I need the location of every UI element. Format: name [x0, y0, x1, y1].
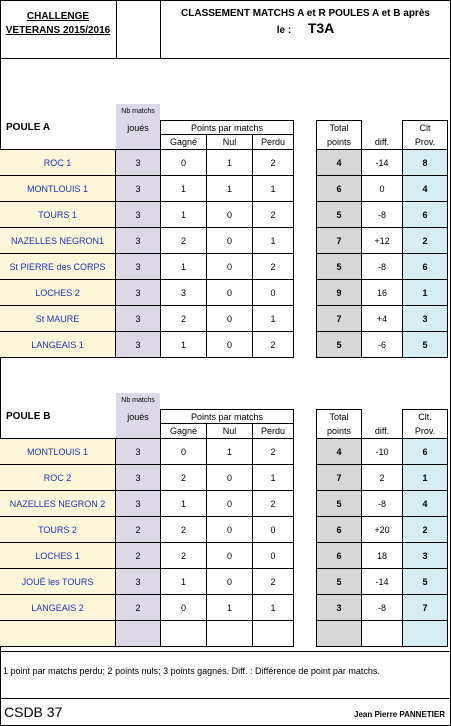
perdu-header: Perdu — [252, 423, 294, 438]
classement-le: le : — [276, 25, 292, 36]
perdu-cell — [252, 620, 294, 646]
nul-cell: 0 — [206, 305, 252, 331]
gagne-cell: 1 — [160, 490, 206, 516]
nb-matchs-header: Nb matchs — [121, 107, 155, 115]
joues-cell: 2 — [116, 516, 160, 542]
poule-table-bottom-line — [0, 646, 294, 647]
gagne-header: Gagné — [160, 423, 206, 438]
diff-cell: -10 — [362, 438, 402, 464]
perdu-header: Perdu — [252, 134, 294, 149]
nul-cell: 0 — [206, 331, 252, 357]
perdu-cell: 1 — [252, 227, 294, 253]
nul-header: Nul — [206, 134, 252, 149]
gagne-cell: 3 — [160, 279, 206, 305]
total-points-cell: 7 — [316, 305, 362, 331]
joues-cell: 3 — [116, 331, 160, 357]
classement-title-line1: CLASSEMENT MATCHS A et R POULES A et B après — [181, 8, 430, 19]
total-points-cell: 5 — [316, 331, 362, 357]
prov-header: Prov. — [402, 134, 448, 149]
challenge-title-line2: VETERANS 2015/2016 — [5, 25, 111, 36]
perdu-cell: 1 — [252, 464, 294, 490]
gagne-cell: 0 — [160, 149, 206, 175]
clt-prov-cell: 4 — [402, 490, 448, 516]
nul-header: Nul — [206, 423, 252, 438]
nul-cell: 0 — [206, 253, 252, 279]
gagne-header: Gagné — [160, 134, 206, 149]
joues-cell: 2 — [116, 542, 160, 568]
joues-cell: 3 — [116, 175, 160, 201]
challenge-title — [2, 10, 114, 38]
team-name-cell: LOCHES 1 — [0, 542, 116, 568]
gagne-cell: 1 — [160, 568, 206, 594]
gagne-cell: 2 — [160, 305, 206, 331]
joues-cell: 3 — [116, 279, 160, 305]
joues-header: joués — [127, 412, 149, 422]
perdu-cell: 2 — [252, 253, 294, 279]
header-divider-left — [116, 0, 117, 59]
perdu-cell: 0 — [252, 516, 294, 542]
author-name: Jean Pierre PANNETIER — [354, 710, 445, 719]
total-points-cell: 4 — [316, 149, 362, 175]
signature-top-line — [0, 698, 451, 699]
total-points-cell: 7 — [316, 464, 362, 490]
diff-cell: -8 — [362, 253, 402, 279]
clt-prov-cell: 6 — [402, 201, 448, 227]
poule-title: POULE A — [6, 122, 51, 133]
team-name-cell: MONTLOUIS 1 — [0, 175, 116, 201]
points-header: points — [316, 423, 362, 438]
classement-t3a: T3A — [307, 20, 335, 36]
total-points-cell: 7 — [316, 227, 362, 253]
diff-cell: +12 — [362, 227, 402, 253]
nul-cell: 0 — [206, 201, 252, 227]
clt-prov-cell: 7 — [402, 594, 448, 620]
gagne-cell — [160, 620, 206, 646]
diff-cell: +20 — [362, 516, 402, 542]
clt-prov-cell: 2 — [402, 227, 448, 253]
clt-prov-cell: 5 — [402, 331, 448, 357]
nul-cell: 0 — [206, 279, 252, 305]
team-name-cell: MONTLOUIS 1 — [0, 438, 116, 464]
diff-cell: -6 — [362, 331, 402, 357]
team-name-cell — [0, 620, 116, 646]
total-points-cell: 6 — [316, 175, 362, 201]
diff-header: diff. — [374, 425, 390, 436]
nul-cell — [206, 620, 252, 646]
joues-header: joués — [127, 123, 149, 133]
nul-cell: 1 — [206, 594, 252, 620]
gagne-cell: 0 — [160, 438, 206, 464]
gagne-cell: 2 — [160, 464, 206, 490]
points-par-matchs-header: Points par matchs — [160, 120, 294, 134]
classement-title-line2 — [160, 21, 451, 38]
joues-cell: 3 — [116, 305, 160, 331]
clt-header: Clt. — [402, 409, 448, 423]
nul-cell: 0 — [206, 490, 252, 516]
perdu-cell: 2 — [252, 568, 294, 594]
diff-cell: -8 — [362, 201, 402, 227]
nul-cell: 1 — [206, 438, 252, 464]
total-points-cell: 5 — [316, 568, 362, 594]
team-name-cell: LANGEAIS 2 — [0, 594, 116, 620]
joues-cell: 3 — [116, 490, 160, 516]
nul-cell: 1 — [206, 149, 252, 175]
prov-header: Prov. — [402, 423, 448, 438]
joues-cell: 3 — [116, 568, 160, 594]
challenge-title-line1: CHALLENGE — [26, 11, 90, 22]
diff-cell: -8 — [362, 594, 402, 620]
diff-header: diff. — [374, 136, 390, 147]
total-points-cell: 3 — [316, 594, 362, 620]
clt-prov-cell: 3 — [402, 542, 448, 568]
joues-cell: 3 — [116, 227, 160, 253]
gagne-cell: 1 — [160, 175, 206, 201]
gagne-cell: 2 — [160, 542, 206, 568]
clt-prov-cell: 4 — [402, 175, 448, 201]
perdu-cell: 2 — [252, 490, 294, 516]
clt-prov-cell: 8 — [402, 149, 448, 175]
diff-cell: -14 — [362, 568, 402, 594]
perdu-cell: 1 — [252, 594, 294, 620]
perdu-cell: 1 — [252, 175, 294, 201]
team-name-cell: LOCHES 2 — [0, 279, 116, 305]
gagne-cell: 2 — [160, 516, 206, 542]
diff-cell: +4 — [362, 305, 402, 331]
clt-prov-cell: 1 — [402, 464, 448, 490]
perdu-cell: 0 — [252, 279, 294, 305]
signature-csdb: CSDB 37 — [4, 704, 63, 720]
joues-cell: 3 — [116, 253, 160, 279]
team-name-cell: LANGEAIS 1 — [0, 331, 116, 357]
clt-header: Clt — [402, 120, 448, 134]
gagne-cell: 0 — [160, 594, 206, 620]
poule-title: POULE B — [6, 411, 51, 422]
footer-top-line — [0, 651, 451, 652]
clt-prov-cell: 1 — [402, 279, 448, 305]
nul-cell: 0 — [206, 568, 252, 594]
joues-cell: 3 — [116, 464, 160, 490]
total-points-cell: 5 — [316, 253, 362, 279]
clt-prov-cell — [402, 620, 448, 646]
joues-cell: 3 — [116, 149, 160, 175]
joues-cell: 3 — [116, 438, 160, 464]
nul-cell: 0 — [206, 542, 252, 568]
team-name-cell: JOUÉ les TOURS — [0, 568, 116, 594]
total-header: Total — [316, 409, 362, 423]
joues-cell: 3 — [116, 201, 160, 227]
diff-cell: -14 — [362, 149, 402, 175]
clt-prov-cell: 6 — [402, 438, 448, 464]
clt-prov-cell: 2 — [402, 516, 448, 542]
gagne-cell: 1 — [160, 201, 206, 227]
clt-prov-cell: 6 — [402, 253, 448, 279]
clt-prov-cell: 5 — [402, 568, 448, 594]
total-header: Total — [316, 120, 362, 134]
nul-cell: 1 — [206, 175, 252, 201]
nul-cell: 0 — [206, 464, 252, 490]
team-name-cell: St MAURE — [0, 305, 116, 331]
clt-prov-cell: 3 — [402, 305, 448, 331]
perdu-cell: 2 — [252, 201, 294, 227]
perdu-cell: 2 — [252, 149, 294, 175]
points-header: points — [316, 134, 362, 149]
diff-cell: 16 — [362, 279, 402, 305]
total-points-cell — [316, 620, 362, 646]
poule-table-bottom-line-right — [316, 646, 448, 647]
gagne-cell: 1 — [160, 253, 206, 279]
gagne-cell: 2 — [160, 227, 206, 253]
diff-cell — [362, 620, 402, 646]
joues-cell — [116, 620, 160, 646]
perdu-cell: 2 — [252, 438, 294, 464]
perdu-cell: 1 — [252, 305, 294, 331]
team-name-cell: TOURS 1 — [0, 201, 116, 227]
total-points-cell: 6 — [316, 542, 362, 568]
diff-cell: -8 — [362, 490, 402, 516]
perdu-cell: 2 — [252, 331, 294, 357]
team-name-cell: ROC 2 — [0, 464, 116, 490]
total-points-cell: 5 — [316, 201, 362, 227]
perdu-cell: 0 — [252, 542, 294, 568]
nul-cell: 0 — [206, 516, 252, 542]
diff-cell: 0 — [362, 175, 402, 201]
joues-cell: 2 — [116, 594, 160, 620]
diff-cell: 2 — [362, 464, 402, 490]
nul-cell: 0 — [206, 227, 252, 253]
diff-cell: 18 — [362, 542, 402, 568]
gagne-cell: 1 — [160, 331, 206, 357]
total-points-cell: 5 — [316, 490, 362, 516]
scoring-footnote: 1 point par matchs perdu; 2 points nuls; 3 points gagnés. Diff. : Différence de point par matchs. — [3, 666, 380, 676]
team-name-cell: NAZELLES NEGRON1 — [0, 227, 116, 253]
team-name-cell: ROC 1 — [0, 149, 116, 175]
team-name-cell: NAZELLES NEGRON 2 — [0, 490, 116, 516]
nb-matchs-header: Nb matchs — [121, 396, 155, 404]
total-points-cell: 4 — [316, 438, 362, 464]
team-name-cell: St PIERRE des CORPS — [0, 253, 116, 279]
total-points-cell: 9 — [316, 279, 362, 305]
total-points-cell: 6 — [316, 516, 362, 542]
poule-table-bottom-line — [0, 357, 294, 358]
team-name-cell: TOURS 2 — [0, 516, 116, 542]
classement-title — [160, 7, 451, 38]
header-bottom-line — [0, 58, 451, 59]
poule-table-bottom-line-right — [316, 357, 448, 358]
points-par-matchs-header: Points par matchs — [160, 409, 294, 423]
